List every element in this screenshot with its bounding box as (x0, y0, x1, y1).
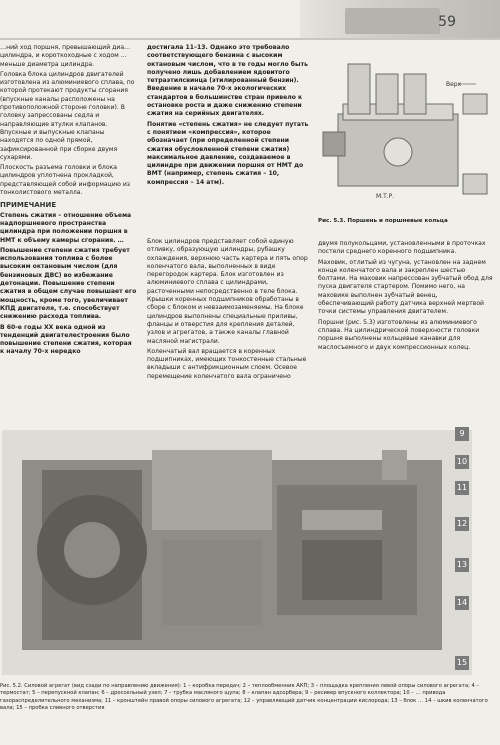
callout-marker: 15 (455, 656, 469, 670)
note-paragraph: Повышение степени сжатия требует использования топлива с более высоким октановым числом (для бензиновых ДВС) во избежание детонации. Повышение степени сжатия в общем случае повышает его мощность, кроме того, увеличивает КПД двигателя, т.е. способствует снижению расхода топлива. (0, 246, 137, 321)
callout-marker: 10 (455, 455, 469, 469)
note-paragraph: В 60-е годы XX века одной из тенденций двигателестроения было повышение степени сжатия, которая к началу 70-х нередко (0, 323, 132, 356)
right-column (318, 240, 494, 420)
callout-marker: 12 (455, 517, 469, 531)
mid-paragraph: Коленчатый вал вращается в коренных подшипниках, имеющих тонкостенные стальные вкладыши с антифрикционным слоем. Осевое перемещение коленчатого вала ограничено (147, 347, 307, 380)
callout-marker: 13 (455, 558, 469, 572)
right-paragraph: Поршни (рис. 5.3) изготовлены из алюминиевого сплава. На цилиндрической поверхности головки поршня выполнены кольцевые канавки для маслосъемного и двух компрессионных колец. (318, 318, 480, 351)
header-band (300, 0, 500, 38)
mid-paragraph: достигала 11–13. Однако это требовало соответствующего бензина с высоким октановым числом, что в те годы могло быть получено лишь добавлением ядовитого тетраэтилсвинца (этилированный бензин). Введение в начале 70-х экологических стандартов в большинстве стран привело к остановке роста и даже снижению степени сжатия на серийных двигателях. (147, 44, 308, 118)
engine-illustration (2, 430, 472, 675)
mid-paragraph: Понятие «степень сжатия» не следует путать с понятием «компрессия», которое обозначает (при определенной степени сжатия обусловленной степени сжатия) максимальное давление, создаваемое в цилиндре при движении поршня от НМТ до ВМТ (например, степень сжатия – 10, компрессия – 14 атм). (147, 120, 309, 186)
middle-column-top (147, 44, 313, 234)
figure-label-bottom: М.Т.Р. (376, 193, 395, 200)
piston-diagram (318, 44, 494, 214)
right-paragraph: двумя полукольцами, установленными в проточках постели среднего коренного подшипника. (318, 240, 486, 256)
left-column (0, 44, 137, 439)
header-tab (345, 8, 440, 34)
figure-label-top: Верх (446, 81, 462, 88)
engine-photo (2, 430, 472, 675)
note-heading: ПРИМЕЧАНИЕ (0, 201, 57, 210)
callout-marker: 9 (455, 427, 469, 441)
note-paragraph: Степень сжатия – отношение объема надпоршневого пространства цилиндра при положении поршня в НМТ к объему камеры сгорания. … (0, 211, 132, 244)
right-paragraph: Маховик, отлитый из чугуна, установлен на заднем конце коленчатого вала и закреплен шестью болтами. На маховик напрессован зубчатый обод для пуска двигателя стартером. Помимо него, на маховике выполнен зубчатый венец, обеспечивающий работу датчика верхней мертвой точки системы управления двигателем. (318, 258, 493, 316)
callout-marker: 14 (455, 596, 469, 610)
page-number: 59 (438, 14, 456, 30)
callout-marker: 11 (455, 481, 469, 495)
middle-column-bottom (147, 238, 313, 423)
left-paragraph: …ний ход поршня, превышающий диа… цилиндра, и короткоходные с ходом … меньше диаметра цилиндра. (0, 44, 131, 68)
piston-figure (318, 44, 494, 226)
figure-caption: Рис. 5.3. Поршень и поршневые кольца (318, 218, 448, 224)
left-paragraph: Головка блока цилиндров двигателей изготовлена из алюминиевого сплава, по которой протекают продукты сгорания (впускные каналы расположены на противоположной стороне головки). В головку запрессованы седла и направляющие втулки клапанов. Впускные и выпускные клапаны находятся по одной прямой, зафиксированной при сборке двумя сухарями. (0, 70, 135, 161)
photo-caption: Рис. 5.2. Силовой агрегат (вид сзади по направлению движения): 1 – коробка передач; 2 – теплообменник АКП; 3 – площадка крепления левой опоры силового агрегата; 4 – термостат; 5 – перепускной клапан; 6 – дроссельный узел; 7 – трубка масляного щупа; 8 – клапан адсорбера; 9 – ресивер впускного коллектора; 10 – … привода газораспределительного механизма; 11 – кронштейн правой опоры силового агрегата; 12 – управляющий датчик концентрации кислорода; 13 – блок … 14 – шкив коленчатого вала; 15 – пробка сливного отверстия (0, 683, 488, 712)
left-paragraph: Плоскость разъема головки и блока цилиндров уплотнена прокладкой, представляющей собой информацию из тонколистового металла. (0, 164, 131, 197)
header-divider (0, 38, 500, 40)
mid-paragraph: Блок цилиндров представляет собой единую отливку, образующую цилиндры, рубашку охлаждения, верхнюю часть картера и пять опор коленчатого вала, выполненных в виде перегородок картера. Блок изготовлен из алюминиевого сплава с цилиндрами, расточенными непосредственно в теле блока. Крышки коренных подшипников обработаны в сборе с блоком и невзаимозаменяемы. На блоке цилиндров выполнены специальные приливы, фланцы и отверстия для крепления деталей, узлов и агрегатов, а также каналы главной масляной магистрали. (147, 238, 308, 345)
